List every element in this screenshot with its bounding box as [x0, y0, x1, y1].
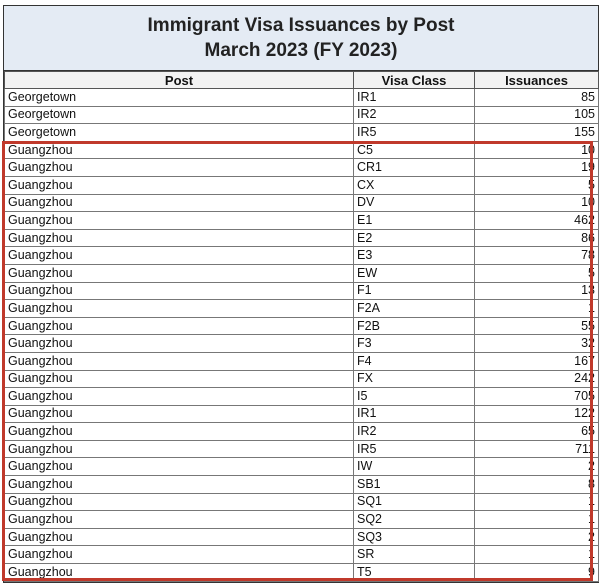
table-row — [5, 264, 599, 282]
table-row — [5, 282, 599, 300]
cell-post: Guangzhou — [5, 528, 354, 546]
cell-visa-class: E3 — [354, 247, 475, 265]
cell-post: Georgetown — [5, 124, 354, 142]
cell-post: Guangzhou — [5, 317, 354, 335]
table-row — [5, 335, 599, 353]
issuances-table — [4, 71, 599, 582]
table-row — [5, 493, 599, 511]
cell-issuances: 10 — [475, 141, 599, 159]
cell-visa-class: C5 — [354, 141, 475, 159]
cell-visa-class: CX — [354, 176, 475, 194]
cell-visa-class: SQ3 — [354, 528, 475, 546]
cell-issuances: 105 — [475, 106, 599, 124]
cell-visa-class: IR1 — [354, 89, 475, 107]
cell-issuances: 78 — [475, 247, 599, 265]
table-row — [5, 106, 599, 124]
cell-issuances: 242 — [475, 370, 599, 388]
cell-issuances: 2 — [475, 458, 599, 476]
cell-issuances: 19 — [475, 159, 599, 177]
cell-issuances: 1 — [475, 493, 599, 511]
cell-visa-class: IW — [354, 458, 475, 476]
cell-issuances: 155 — [475, 124, 599, 142]
cell-post: Guangzhou — [5, 370, 354, 388]
cell-post: Guangzhou — [5, 511, 354, 529]
cell-post: Guangzhou — [5, 546, 354, 564]
cell-visa-class: SR — [354, 546, 475, 564]
cell-visa-class: SQ1 — [354, 493, 475, 511]
cell-post: Guangzhou — [5, 264, 354, 282]
cell-post: Guangzhou — [5, 352, 354, 370]
cell-visa-class: F2B — [354, 317, 475, 335]
table-row — [5, 194, 599, 212]
cell-post: Guangzhou — [5, 194, 354, 212]
table-row — [5, 423, 599, 441]
cell-post: Guangzhou — [5, 282, 354, 300]
cell-visa-class: IR2 — [354, 106, 475, 124]
cell-issuances: 8 — [475, 476, 599, 494]
header-post: Post — [5, 72, 354, 89]
cell-post: Guangzhou — [5, 405, 354, 423]
cell-post: Guangzhou — [5, 159, 354, 177]
cell-visa-class: E1 — [354, 212, 475, 230]
cell-issuances: 705 — [475, 388, 599, 406]
cell-issuances: 13 — [475, 282, 599, 300]
table-row — [5, 370, 599, 388]
cell-visa-class: F2A — [354, 300, 475, 318]
cell-issuances: 2 — [475, 528, 599, 546]
cell-issuances: 5 — [475, 264, 599, 282]
cell-issuances: 122 — [475, 405, 599, 423]
cell-post: Guangzhou — [5, 493, 354, 511]
cell-visa-class: SQ2 — [354, 511, 475, 529]
table-row — [5, 440, 599, 458]
table-row — [5, 405, 599, 423]
table-row — [5, 247, 599, 265]
cell-issuances: 1 — [475, 511, 599, 529]
table-row — [5, 124, 599, 142]
cell-post: Guangzhou — [5, 423, 354, 441]
cell-post: Guangzhou — [5, 335, 354, 353]
cell-post: Guangzhou — [5, 440, 354, 458]
cell-issuances: 32 — [475, 335, 599, 353]
cell-post: Guangzhou — [5, 300, 354, 318]
table-row — [5, 511, 599, 529]
document-subtitle: March 2023 (FY 2023) — [204, 40, 398, 61]
header-visa-class: Visa Class — [354, 72, 475, 89]
cell-post: Guangzhou — [5, 564, 354, 582]
cell-issuances: 462 — [475, 212, 599, 230]
table-row — [5, 388, 599, 406]
table-row — [5, 89, 599, 107]
cell-issuances: 5 — [475, 176, 599, 194]
document-title: Immigrant Visa Issuances by Post — [147, 15, 455, 36]
table-row — [5, 476, 599, 494]
cell-visa-class: DV — [354, 194, 475, 212]
cell-visa-class: F1 — [354, 282, 475, 300]
cell-post: Guangzhou — [5, 229, 354, 247]
cell-post: Guangzhou — [5, 458, 354, 476]
cell-post: Guangzhou — [5, 388, 354, 406]
cell-visa-class: I5 — [354, 388, 475, 406]
cell-post: Guangzhou — [5, 176, 354, 194]
cell-visa-class: IR5 — [354, 440, 475, 458]
cell-post: Guangzhou — [5, 212, 354, 230]
table-row — [5, 176, 599, 194]
table-row — [5, 528, 599, 546]
cell-visa-class: F3 — [354, 335, 475, 353]
cell-visa-class: E2 — [354, 229, 475, 247]
cell-issuances: 711 — [475, 440, 599, 458]
cell-visa-class: IR5 — [354, 124, 475, 142]
document-sheet — [3, 5, 599, 583]
cell-issuances: 167 — [475, 352, 599, 370]
cell-visa-class: IR1 — [354, 405, 475, 423]
table-row — [5, 458, 599, 476]
cell-issuances: 55 — [475, 317, 599, 335]
table-row — [5, 300, 599, 318]
cell-post: Georgetown — [5, 106, 354, 124]
cell-visa-class: FX — [354, 370, 475, 388]
cell-issuances: 10 — [475, 194, 599, 212]
table-row — [5, 564, 599, 582]
cell-post: Guangzhou — [5, 247, 354, 265]
cell-issuances: 86 — [475, 229, 599, 247]
cell-visa-class: EW — [354, 264, 475, 282]
table-body — [5, 89, 599, 582]
cell-issuances: 65 — [475, 423, 599, 441]
table-row — [5, 317, 599, 335]
table-row — [5, 229, 599, 247]
cell-visa-class: CR1 — [354, 159, 475, 177]
table-row — [5, 141, 599, 159]
cell-visa-class: SB1 — [354, 476, 475, 494]
table-row — [5, 546, 599, 564]
cell-issuances: 9 — [475, 564, 599, 582]
table-row — [5, 159, 599, 177]
cell-visa-class: T5 — [354, 564, 475, 582]
cell-visa-class: IR2 — [354, 423, 475, 441]
cell-issuances: 1 — [475, 546, 599, 564]
table-header-row — [5, 72, 599, 89]
cell-post: Georgetown — [5, 89, 354, 107]
table-row — [5, 212, 599, 230]
cell-post: Guangzhou — [5, 476, 354, 494]
header-issuances: Issuances — [475, 72, 599, 89]
cell-post: Guangzhou — [5, 141, 354, 159]
table-row — [5, 352, 599, 370]
title-box — [4, 6, 598, 71]
cell-issuances: 85 — [475, 89, 599, 107]
cell-visa-class: F4 — [354, 352, 475, 370]
cell-issuances: 1 — [475, 300, 599, 318]
